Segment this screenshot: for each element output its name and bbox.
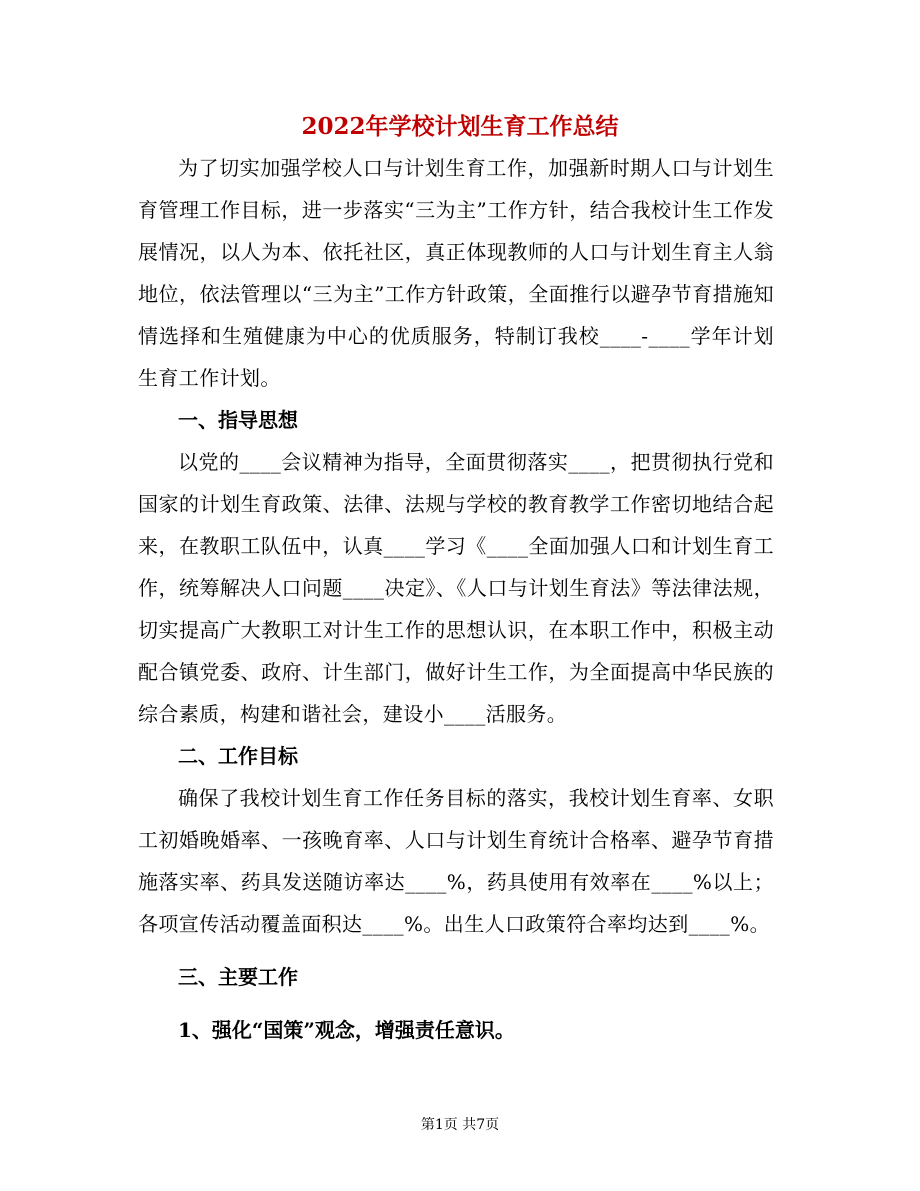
paragraph-spacer	[138, 945, 774, 956]
section-heading-main-work: 三、主要工作	[178, 965, 298, 989]
work-goals-paragraph: 确保了我校计划生育工作任务目标的落实，我校计划生育率、女职工初婚晚婚率、一孩晚育率、人口与计划生育统计合格率、避孕节育措施落实率、药具发送随访率达____%，药具使用有效率在____%以上；各项宣传活动覆盖面积达____%。出生人口政策符合率均达到____%。	[138, 786, 774, 936]
section-heading-guiding-ideology: 一、指导思想	[178, 408, 298, 432]
intro-paragraph: 为了切实加强学校人口与计划生育工作，加强新时期人口与计划生育管理工作目标，进一步落实“三为主”工作方针，结合我校计生工作发展情况，以人为本、依托社区，真正体现教师的人口与计划生育主人翁地位，依法管理以“三为主”工作方针政策，全面推行以避孕节育措施知情选择和生殖健康为中心的优质服务，特制订我校____-____学年计划生育工作计划。	[138, 156, 774, 390]
guiding-ideology-paragraph: 以党的____会议精神为指导，全面贯彻落实____，把贯彻执行党和国家的计划生育政策、法律、法规与学校的教育教学工作密切地结合起来，在教职工队伍中，认真____学习《____全面加强人口和计划生育工作，统筹解决人口问题____决定》、《人口与计划生育法》等法律法规，切实提高广大教职工对计生工作的思想认识，在本职工作中，积极主动配合镇党委、政府、计生部门，做好计生工作，为全面提高中华民族的综合素质，构建和谐社会，建设小____活服务。	[138, 450, 774, 726]
document-title: 2022年学校计划生育工作总结	[301, 113, 619, 140]
document-body	[138, 147, 774, 1051]
paragraph-spacer	[138, 998, 774, 1009]
section-heading-work-goals: 二、工作目标	[178, 744, 298, 768]
page-indicator: 第1页 共7页	[420, 1117, 500, 1133]
subsection-heading-national-policy: 1、强化“国策”观念，增强责任意识。	[178, 1018, 515, 1042]
